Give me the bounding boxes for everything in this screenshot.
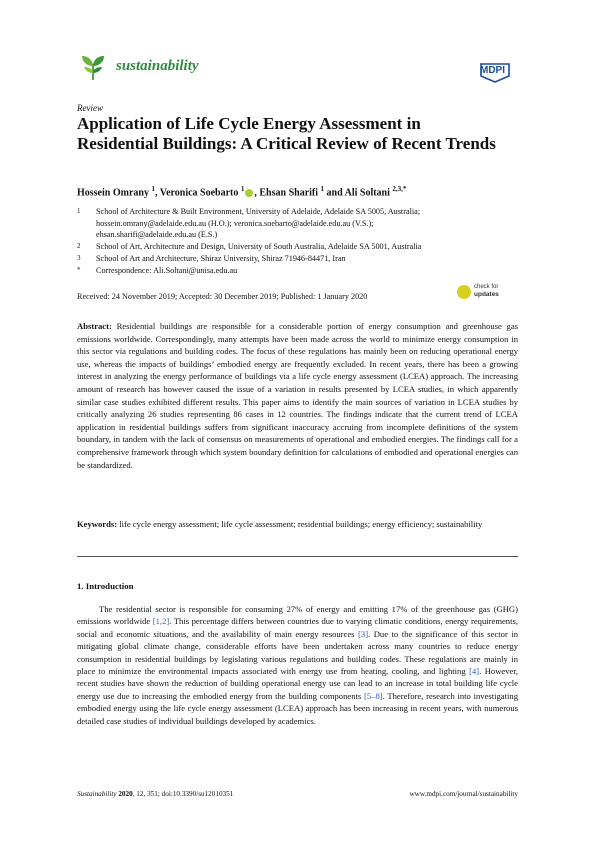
keywords-text: life cycle energy assessment; life cycle assessment; residential buildings; energy efficiency; sustainability <box>119 519 483 529</box>
author-affil-sup: 1 <box>151 185 155 193</box>
author-affil-sup: 1 <box>240 185 245 193</box>
affiliation-number: 2 <box>77 242 81 250</box>
affiliation-number: 1 <box>77 207 81 215</box>
author-list: Hossein Omrany $^1$, Veronica Soebarto $^1$ , Ehsan Sharifi $^1$ and Ali Soltani $^{2,3,*}$ <box>77 185 407 199</box>
affiliation-number: * <box>77 266 81 274</box>
publisher-logo-text: MDPI <box>480 65 505 76</box>
citation-footer <box>77 790 233 798</box>
citation-link[interactable]: [3] <box>358 628 369 639</box>
affiliation-line: School of Art, Architecture and Design, University of South Australia, Adelaide SA 5001, Australia <box>96 242 422 251</box>
footer-journal: Sustainability <box>77 790 117 798</box>
correspondence <box>77 265 517 277</box>
publication-dates: Received: 24 November 2019; Accepted: 30 December 2019; Published: 1 January 2020 <box>77 292 368 301</box>
check-updates-badge[interactable] <box>474 284 499 299</box>
abstract-text: Residential buildings are responsible for a considerable portion of energy consumption and greenhouse gas emissions worldwide. Correspondingly, many attempts have been made across the world to minimize energy consumption in this sector via regulations and building codes. The focus of these regulations has mainly been on reducing operational energy use, whereas the impacts of buildings’ embodied energy are frequently excluded. In recent years, there has been a growing interest in analyzing the energy performance of buildings via a life cycle energy assessment (LCEA) approach. The increasing amount of research has however caused the issue of a variation in results presented by LCEA studies, in which apparently similar case studies exhibited different results. This paper aims to identify the main sources of variation in LCEA studies by critically analyzing 26 studies representing 86 cases in 12 countries. The findings indicate that the current trend of LCEA application in residential buildings suffers from significant inaccuracy accruing from incomplete definitions of the system boundary, in tandem with the lack of consensus on measurements of operational and embodied energies. The findings call for a comprehensive framework through which system boundary definition for calculations of embodied and operational energies can be standardized. <box>77 321 518 470</box>
journal-url[interactable]: www.mdpi.com/journal/sustainability <box>409 790 518 798</box>
journal-name[interactable]: sustainability <box>116 58 199 74</box>
body-text-run: . Therefore, research into investigating embodied energy using the life cycle energy assessment (LCEA) approach has been increasing in recent years, with numerous detailed case studies of individual buildings developed by academics. <box>77 690 518 726</box>
check-updates-line2: updates <box>474 291 499 298</box>
citation-link[interactable]: [4] <box>469 666 480 677</box>
affiliation-email-line[interactable]: hossein.omrany@adelaide.edu.au (H.O.); veronica.soebarto@adelaide.edu.au (V.S.); <box>96 218 374 228</box>
author-name[interactable]: Veronica Soebarto <box>159 187 239 199</box>
journal-logo-icon <box>78 52 108 82</box>
footer-year: 2020 <box>118 790 133 798</box>
affiliation-number: 3 <box>77 254 81 262</box>
affiliation-2 <box>77 241 517 253</box>
author-affil-sup: 1 <box>320 185 325 193</box>
citation-link[interactable]: [5–8] <box>364 690 383 701</box>
body-paragraph <box>77 603 518 727</box>
abstract <box>77 320 518 471</box>
author-affil-sup: 2,3,* <box>392 185 407 193</box>
affiliation-email-line[interactable]: ehsan.sharifi@adelaide.edu.au (E.S.) <box>96 230 218 239</box>
body-text-run: . This percentage differs between countries due to varying climatic conditions, energy requirements, social and economic situations, and the availability of main energy resources <box>77 616 518 639</box>
check-updates-line1: check for <box>474 284 499 290</box>
article-title: Application of Life Cycle Energy Assessment in Residential Buildings: A Critical Review of Recent Trends <box>77 114 496 153</box>
correspondence-line[interactable]: Correspondence: Ali.Soltani@unisa.edu.au <box>96 266 238 275</box>
citation-link[interactable]: [1,2] <box>152 616 170 627</box>
author-name[interactable]: Ehsan Sharifi <box>259 187 319 199</box>
footer-doi[interactable]: , 12, 351; doi:10.3390/su12010351 <box>132 790 234 798</box>
author-name[interactable]: Hossein Omrany <box>77 187 149 199</box>
keywords-label: Keywords: <box>77 519 118 529</box>
author-name[interactable]: Ali Soltani <box>344 187 390 199</box>
check-updates-icon[interactable] <box>457 285 471 299</box>
keywords <box>77 518 518 531</box>
section-divider <box>77 556 518 557</box>
body-text-run: . Due to the significance of this sector in mitigating global climate change, considerable efforts have been undertaken across many countries to reduce energy consumption in residential buildings by legislating various regulations and building codes. These regulations are mainly in place to minimize the environmental impacts associated with energy use from heating, cooling, and lighting <box>77 628 518 677</box>
affiliation-3 <box>77 253 517 265</box>
abstract-label: Abstract: <box>77 321 112 331</box>
article-type: Review <box>77 103 103 113</box>
body-text-run: . However, recent studies have shown the reduction of building operational energy use can lead to an increase in total building life cycle energy use due to increasing the embodied energy from the building components <box>77 666 518 701</box>
section-heading: 1. Introduction <box>77 581 134 591</box>
affiliation-line: School of Art and Architecture, Shiraz University, Shiraz 71946-84471, Iran <box>96 254 346 263</box>
affiliation-line: School of Architecture & Built Environment, University of Adelaide, Adelaide SA 5005, Australia; <box>96 207 421 216</box>
body-text-run: The residential sector is responsible for consuming 27% of energy and emitting 17% of the greenhouse gas (GHG) emissions worldwide <box>77 604 518 627</box>
orcid-icon[interactable] <box>245 189 253 197</box>
affiliation-1 <box>77 206 517 242</box>
